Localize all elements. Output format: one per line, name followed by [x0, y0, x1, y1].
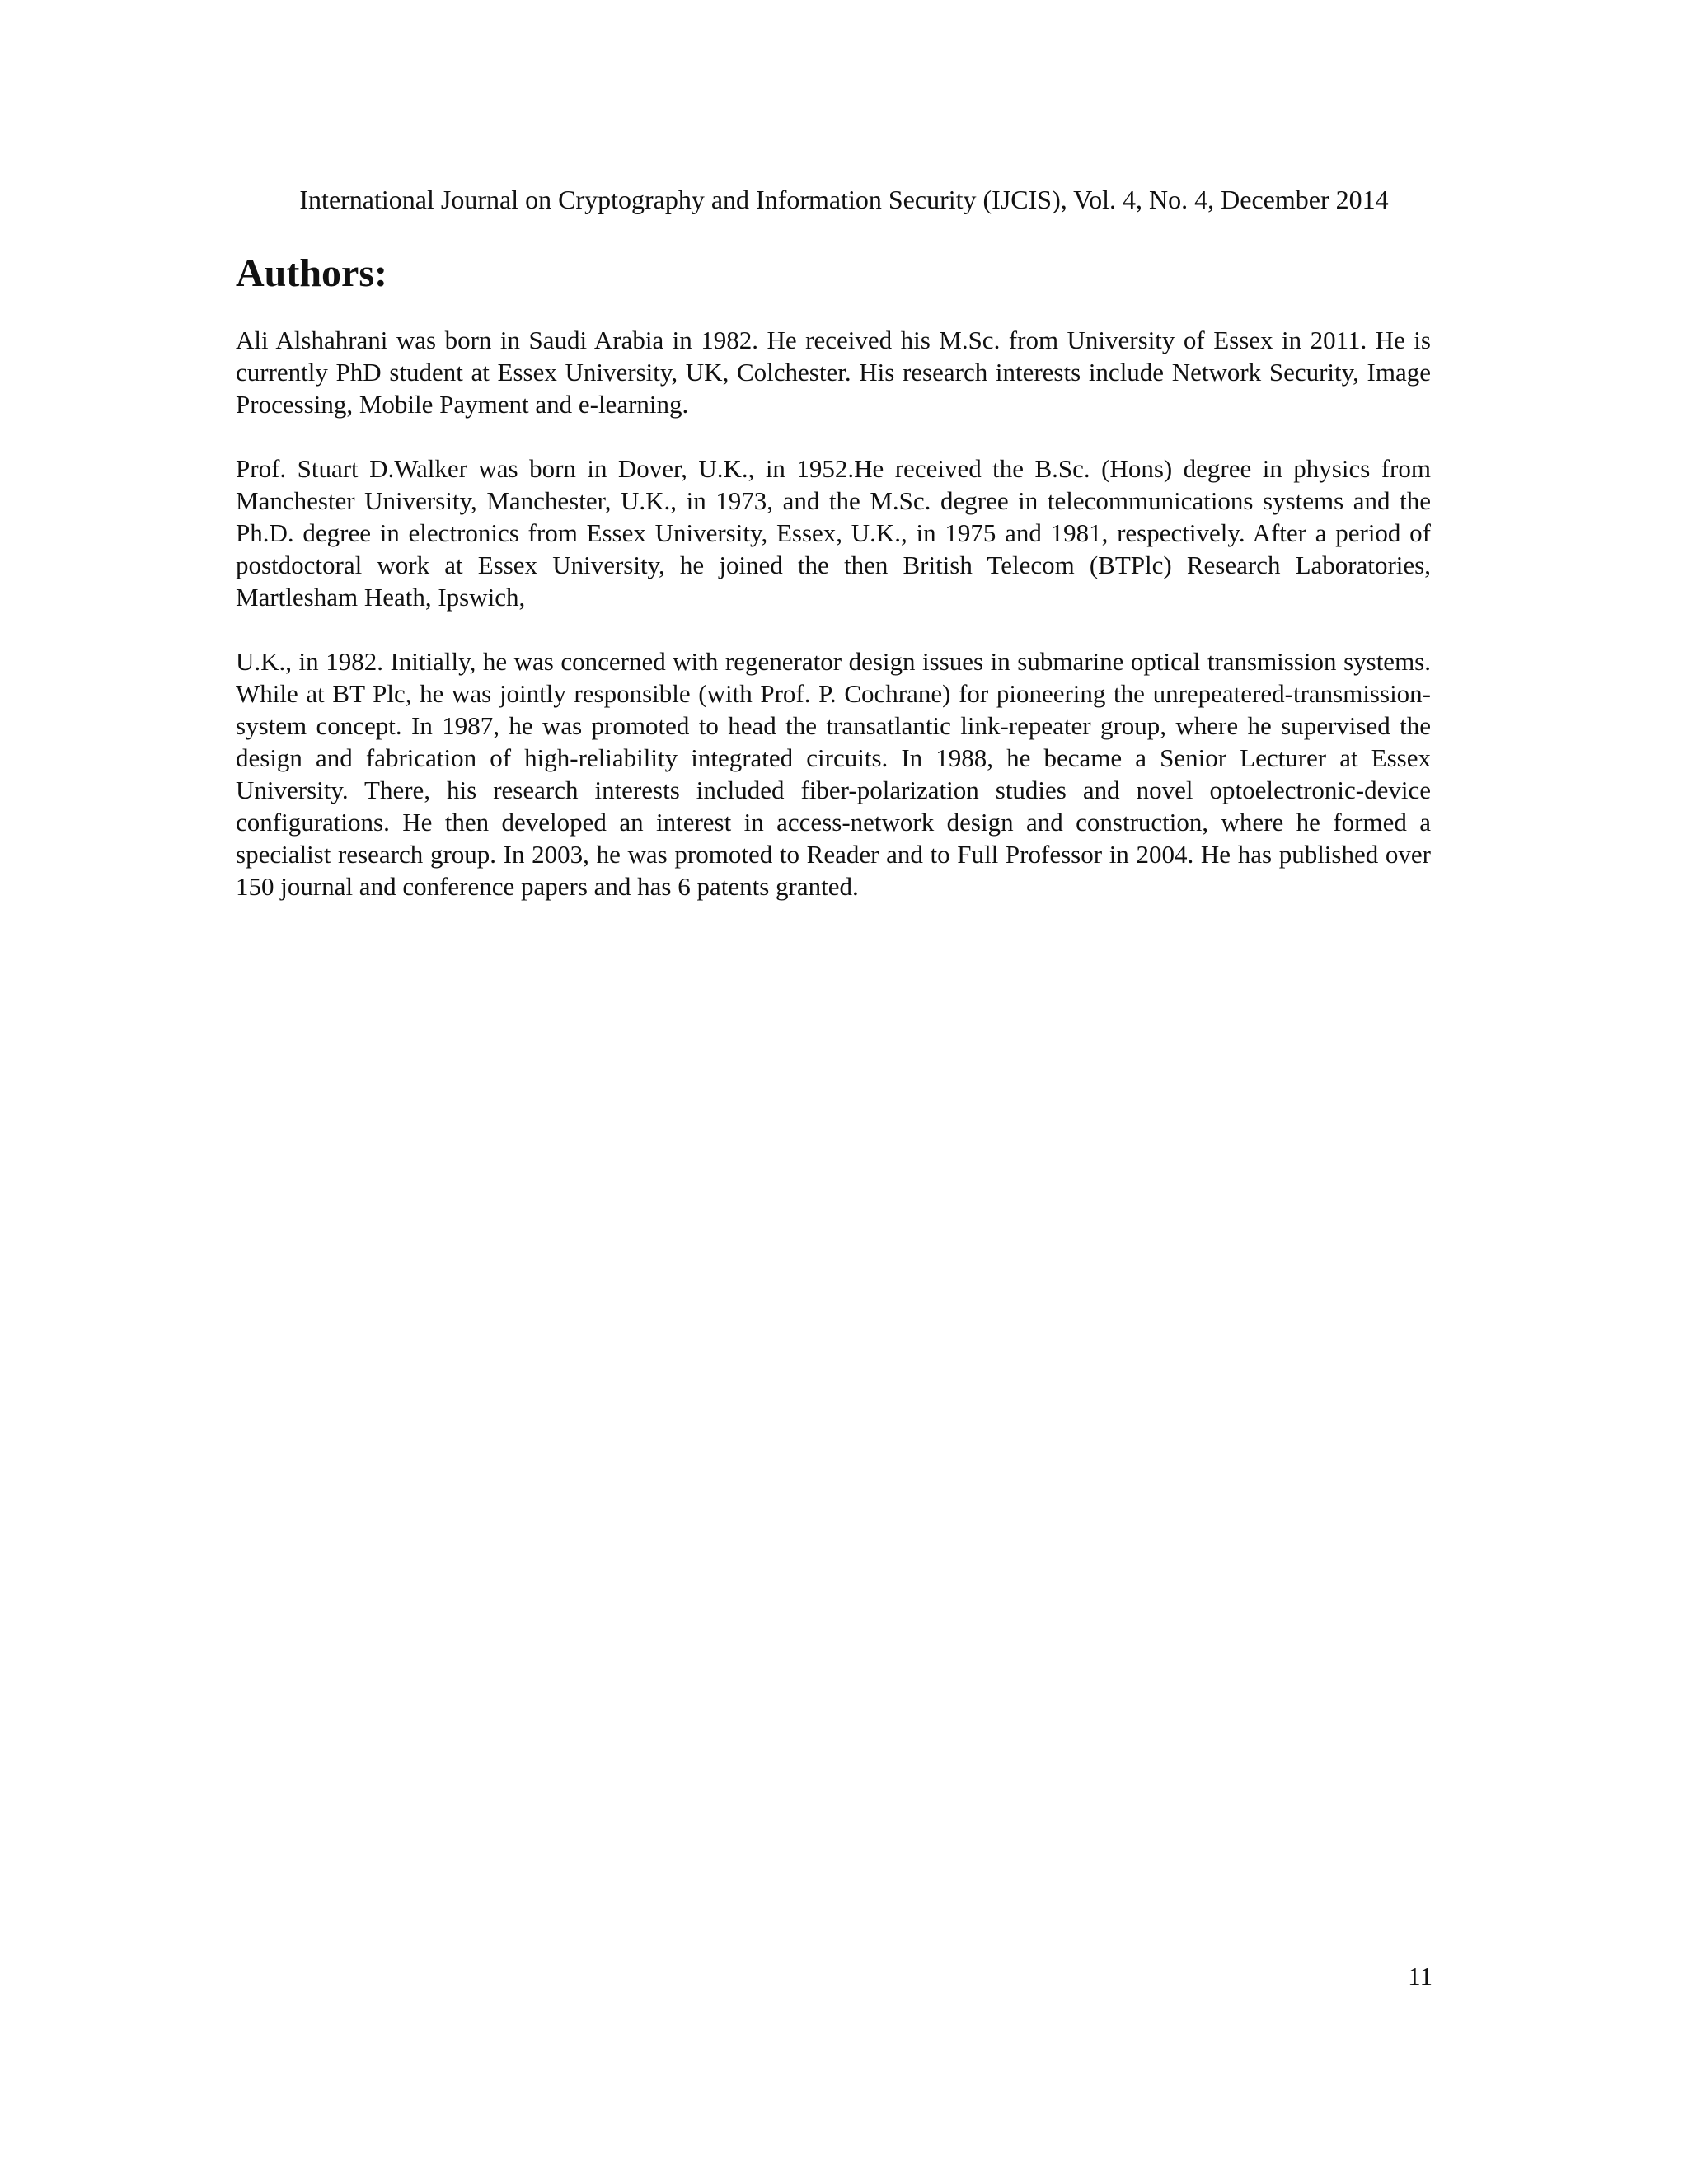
bio-paragraph-walker-part1: Prof. Stuart D.Walker was born in Dover, U.K., in 1952.He received the B.Sc. (Hons) degree in physics from Manchester University, Manchester, U.K., in 1973, and the M.Sc. degree in telecommunications systems and the Ph.D. degree in electronics from Essex University, Essex, U.K., in 1975 and 1981, respectively. After a period of postdoctoral work at Essex University, he joined the then British Telecom (BTPlc) Research Laboratories, Martlesham Heath, Ipswich,	[236, 454, 1431, 612]
bio-paragraph-walker-part2: U.K., in 1982. Initially, he was concerned with regenerator design issues in submarine optical transmission systems. While at BT Plc, he was jointly responsible (with Prof. P. Cochrane) for pioneering the unrepeatered-transmission-system concept. In 1987, he was promoted to head the transatlantic link-repeater group, where he supervised the design and fabrication of high-reliability integrated circuits. In 1988, he became a Senior Lecturer at Essex University. There, his research interests included fiber-polarization studies and novel optoelectronic-device configurations. He then developed an interest in access-network design and construction, where he formed a specialist research group. In 2003, he was promoted to Reader and to Full Professor in 2004. He has published over 150 journal and conference papers and has 6 patents granted.	[236, 647, 1431, 901]
author-bios	[236, 324, 1431, 935]
running-header: International Journal on Cryptography and Information Security (IJCIS), Vol. 4, No. 4, December 2014	[299, 185, 1389, 214]
section-heading: Authors:	[236, 251, 388, 295]
bio-paragraph-alshahrani: Ali Alshahrani was born in Saudi Arabia in 1982. He received his M.Sc. from University of Essex in 2011. He is currently PhD student at Essex University, UK, Colchester. His research interests include Network Security, Image Processing, Mobile Payment and e-learning.	[236, 326, 1431, 419]
page-number: 11	[1408, 1961, 1432, 1990]
